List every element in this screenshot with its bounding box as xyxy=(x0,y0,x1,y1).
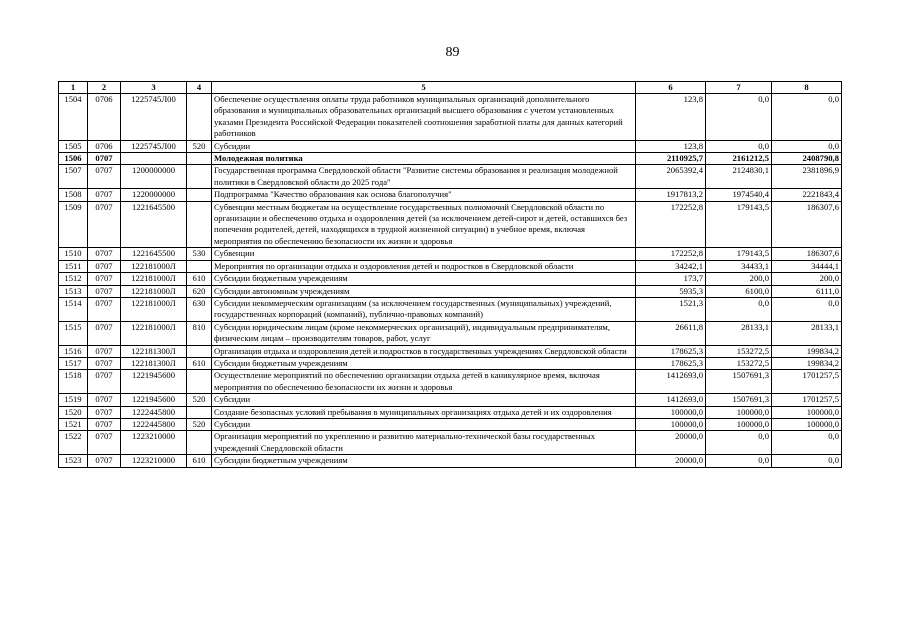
row-number-cell: 1509 xyxy=(59,201,88,248)
section-code-cell: 0707 xyxy=(88,394,121,406)
amount-year3-cell: 200,0 xyxy=(772,273,842,285)
amount-year3-cell: 100000,0 xyxy=(772,406,842,418)
description-cell: Подпрограмма "Качество образования как основа благополучия" xyxy=(212,189,636,201)
amount-year2-cell: 1507691,3 xyxy=(706,370,772,394)
row-number-cell: 1514 xyxy=(59,297,88,321)
description-cell: Субвенции местным бюджетам на осуществление государственных полномочий Свердловской области по организации и обеспечению отдыха и оздоровления детей (за исключением детей-сирот и детей, оставшихся без попечения родителей, детей, находящихся в трудной жизненной ситуации) в учебное время, включая мероприятия по обеспечению безопасности их жизни и здоровья xyxy=(212,201,636,248)
amount-year1-cell: 20000,0 xyxy=(636,455,706,467)
section-code-cell: 0707 xyxy=(88,370,121,394)
amount-year3-cell: 6111,0 xyxy=(772,285,842,297)
row-number-cell: 1522 xyxy=(59,431,88,455)
table-row xyxy=(59,394,842,406)
row-number-cell: 1504 xyxy=(59,94,88,141)
expense-type-cell xyxy=(187,406,212,418)
column-header: 3 xyxy=(121,82,187,94)
expense-type-cell: 610 xyxy=(187,455,212,467)
section-code-cell: 0707 xyxy=(88,189,121,201)
column-header: 2 xyxy=(88,82,121,94)
row-number-cell: 1512 xyxy=(59,273,88,285)
amount-year1-cell: 1521,3 xyxy=(636,297,706,321)
section-code-cell: 0707 xyxy=(88,297,121,321)
description-cell: Субсидии бюджетным учреждениям xyxy=(212,357,636,369)
expense-type-cell: 610 xyxy=(187,357,212,369)
amount-year3-cell: 0,0 xyxy=(772,455,842,467)
section-code-cell: 0707 xyxy=(88,285,121,297)
section-code-cell: 0707 xyxy=(88,406,121,418)
amount-year1-cell: 26611,8 xyxy=(636,321,706,345)
target-article-cell: 122181000Л xyxy=(121,321,187,345)
section-code-cell: 0707 xyxy=(88,431,121,455)
amount-year3-cell: 0,0 xyxy=(772,297,842,321)
expense-type-cell: 520 xyxy=(187,394,212,406)
amount-year3-cell: 199834,2 xyxy=(772,345,842,357)
amount-year2-cell: 34433,1 xyxy=(706,260,772,272)
table-row xyxy=(59,273,842,285)
target-article-cell: 122181000Л xyxy=(121,297,187,321)
table-row xyxy=(59,248,842,260)
amount-year3-cell: 186307,6 xyxy=(772,248,842,260)
description-cell: Субсидии xyxy=(212,418,636,430)
target-article-cell xyxy=(121,153,187,165)
amount-year2-cell: 153272,5 xyxy=(706,357,772,369)
amount-year1-cell: 178625,3 xyxy=(636,345,706,357)
amount-year1-cell: 123,8 xyxy=(636,94,706,141)
table-row xyxy=(59,370,842,394)
description-cell: Осуществление мероприятий по обеспечению организации отдыха детей в каникулярное время, включая мероприятия по обеспечению безопасности их жизни и здоровья xyxy=(212,370,636,394)
table-row xyxy=(59,357,842,369)
amount-year1-cell: 172252,8 xyxy=(636,201,706,248)
amount-year1-cell: 123,8 xyxy=(636,140,706,152)
section-code-cell: 0707 xyxy=(88,418,121,430)
description-cell: Создание безопасных условий пребывания в муниципальных организациях отдыха детей и их оздоровления xyxy=(212,406,636,418)
amount-year3-cell: 34444,1 xyxy=(772,260,842,272)
table-row xyxy=(59,321,842,345)
amount-year3-cell: 0,0 xyxy=(772,94,842,141)
amount-year2-cell: 179143,5 xyxy=(706,248,772,260)
page-number: 89 xyxy=(445,45,460,60)
section-code-cell: 0707 xyxy=(88,345,121,357)
row-number-cell: 1520 xyxy=(59,406,88,418)
table-header-row xyxy=(59,82,842,94)
description-cell: Организация отдыха и оздоровления детей и подростков в государственных учреждениях Свердловской области xyxy=(212,345,636,357)
target-article-cell: 1220000000 xyxy=(121,189,187,201)
amount-year3-cell: 1701257,5 xyxy=(772,394,842,406)
description-cell: Субсидии бюджетным учреждениям xyxy=(212,455,636,467)
row-number-cell: 1519 xyxy=(59,394,88,406)
table-row xyxy=(59,431,842,455)
expense-type-cell: 520 xyxy=(187,140,212,152)
column-header: 7 xyxy=(706,82,772,94)
expense-type-cell xyxy=(187,153,212,165)
expense-type-cell xyxy=(187,94,212,141)
target-article-cell: 1223210000 xyxy=(121,455,187,467)
table-row xyxy=(59,418,842,430)
description-cell: Субсидии некоммерческим организациям (за исключением государственных (муниципальных) учреждений, государственных корпораций (компаний), публично-правовых компаний) xyxy=(212,297,636,321)
amount-year3-cell: 186307,6 xyxy=(772,201,842,248)
row-number-cell: 1505 xyxy=(59,140,88,152)
row-number-cell: 1516 xyxy=(59,345,88,357)
amount-year2-cell: 6100,0 xyxy=(706,285,772,297)
description-cell: Государственная программа Свердловской области "Развитие системы образования и реализация молодежной политики в Свердловской области до 2025 года" xyxy=(212,165,636,189)
amount-year3-cell: 199834,2 xyxy=(772,357,842,369)
section-code-cell: 0707 xyxy=(88,248,121,260)
row-number-cell: 1507 xyxy=(59,165,88,189)
expense-type-cell xyxy=(187,431,212,455)
expense-type-cell: 620 xyxy=(187,285,212,297)
target-article-cell: 1221945600 xyxy=(121,394,187,406)
column-header: 5 xyxy=(212,82,636,94)
section-code-cell: 0707 xyxy=(88,165,121,189)
target-article-cell: 1225745Л00 xyxy=(121,94,187,141)
section-code-cell: 0706 xyxy=(88,140,121,152)
amount-year1-cell: 1917813,2 xyxy=(636,189,706,201)
section-code-cell: 0707 xyxy=(88,357,121,369)
amount-year2-cell: 0,0 xyxy=(706,94,772,141)
amount-year1-cell: 172252,8 xyxy=(636,248,706,260)
amount-year3-cell: 100000,0 xyxy=(772,418,842,430)
amount-year1-cell: 2110925,7 xyxy=(636,153,706,165)
amount-year3-cell: 2221843,4 xyxy=(772,189,842,201)
section-code-cell: 0707 xyxy=(88,273,121,285)
row-number-cell: 1513 xyxy=(59,285,88,297)
table-row xyxy=(59,201,842,248)
amount-year2-cell: 1974540,4 xyxy=(706,189,772,201)
table-row xyxy=(59,285,842,297)
table-row xyxy=(59,345,842,357)
table-row xyxy=(59,153,842,165)
amount-year1-cell: 1412693,0 xyxy=(636,394,706,406)
description-cell: Субсидии автономным учреждениям xyxy=(212,285,636,297)
row-number-cell: 1506 xyxy=(59,153,88,165)
amount-year1-cell: 1412693,0 xyxy=(636,370,706,394)
target-article-cell: 122181300Л xyxy=(121,357,187,369)
amount-year2-cell: 2161212,5 xyxy=(706,153,772,165)
row-number-cell: 1508 xyxy=(59,189,88,201)
target-article-cell: 1221645500 xyxy=(121,201,187,248)
row-number-cell: 1515 xyxy=(59,321,88,345)
target-article-cell: 122181000Л xyxy=(121,285,187,297)
amount-year1-cell: 20000,0 xyxy=(636,431,706,455)
amount-year2-cell: 2124830,1 xyxy=(706,165,772,189)
row-number-cell: 1521 xyxy=(59,418,88,430)
column-header: 8 xyxy=(772,82,842,94)
table-row xyxy=(59,189,842,201)
amount-year3-cell: 1701257,5 xyxy=(772,370,842,394)
target-article-cell: 1225745Л00 xyxy=(121,140,187,152)
expense-type-cell xyxy=(187,370,212,394)
amount-year2-cell: 1507691,3 xyxy=(706,394,772,406)
amount-year1-cell: 173,7 xyxy=(636,273,706,285)
amount-year1-cell: 2065392,4 xyxy=(636,165,706,189)
description-cell: Мероприятия по организации отдыха и оздоровления детей и подростков в Свердловской области xyxy=(212,260,636,272)
row-number-cell: 1523 xyxy=(59,455,88,467)
amount-year1-cell: 100000,0 xyxy=(636,406,706,418)
column-header: 6 xyxy=(636,82,706,94)
target-article-cell: 122181000Л xyxy=(121,273,187,285)
amount-year2-cell: 100000,0 xyxy=(706,406,772,418)
description-cell: Субсидии xyxy=(212,140,636,152)
amount-year1-cell: 5935,3 xyxy=(636,285,706,297)
target-article-cell: 1222445800 xyxy=(121,406,187,418)
amount-year3-cell: 0,0 xyxy=(772,431,842,455)
amount-year3-cell: 2381896,9 xyxy=(772,165,842,189)
expense-type-cell: 630 xyxy=(187,297,212,321)
amount-year1-cell: 100000,0 xyxy=(636,418,706,430)
description-cell: Субсидии юридическим лицам (кроме некоммерческих организаций), индивидуальным предпринимателям, физическим лицам – производителям товаров, работ, услуг xyxy=(212,321,636,345)
amount-year2-cell: 0,0 xyxy=(706,297,772,321)
section-code-cell: 0706 xyxy=(88,94,121,141)
amount-year2-cell: 179143,5 xyxy=(706,201,772,248)
amount-year2-cell: 200,0 xyxy=(706,273,772,285)
expense-type-cell xyxy=(187,189,212,201)
section-code-cell: 0707 xyxy=(88,321,121,345)
amount-year3-cell: 28133,1 xyxy=(772,321,842,345)
expense-type-cell xyxy=(187,260,212,272)
description-cell: Молодежная политика xyxy=(212,153,636,165)
column-header: 1 xyxy=(59,82,88,94)
expense-type-cell xyxy=(187,201,212,248)
table-row xyxy=(59,297,842,321)
table-row xyxy=(59,455,842,467)
table-row xyxy=(59,406,842,418)
amount-year2-cell: 0,0 xyxy=(706,455,772,467)
section-code-cell: 0707 xyxy=(88,455,121,467)
table-row xyxy=(59,140,842,152)
row-number-cell: 1511 xyxy=(59,260,88,272)
target-article-cell: 1222445800 xyxy=(121,418,187,430)
amount-year2-cell: 153272,5 xyxy=(706,345,772,357)
target-article-cell: 1221645500 xyxy=(121,248,187,260)
target-article-cell: 1223210000 xyxy=(121,431,187,455)
amount-year2-cell: 28133,1 xyxy=(706,321,772,345)
table-body xyxy=(59,94,842,468)
expense-type-cell xyxy=(187,345,212,357)
target-article-cell: 122181300Л xyxy=(121,345,187,357)
amount-year2-cell: 100000,0 xyxy=(706,418,772,430)
section-code-cell: 0707 xyxy=(88,260,121,272)
table-row xyxy=(59,94,842,141)
section-code-cell: 0707 xyxy=(88,153,121,165)
amount-year2-cell: 0,0 xyxy=(706,431,772,455)
row-number-cell: 1518 xyxy=(59,370,88,394)
description-cell: Субвенции xyxy=(212,248,636,260)
amount-year2-cell: 0,0 xyxy=(706,140,772,152)
table-row xyxy=(59,260,842,272)
table-row xyxy=(59,165,842,189)
amount-year1-cell: 178625,3 xyxy=(636,357,706,369)
budget-table xyxy=(58,81,842,468)
expense-type-cell: 610 xyxy=(187,273,212,285)
expense-type-cell: 530 xyxy=(187,248,212,260)
expense-type-cell: 520 xyxy=(187,418,212,430)
amount-year3-cell: 2408790,8 xyxy=(772,153,842,165)
section-code-cell: 0707 xyxy=(88,201,121,248)
description-cell: Субсидии xyxy=(212,394,636,406)
amount-year3-cell: 0,0 xyxy=(772,140,842,152)
amount-year1-cell: 34242,1 xyxy=(636,260,706,272)
description-cell: Субсидии бюджетным учреждениям xyxy=(212,273,636,285)
expense-type-cell: 810 xyxy=(187,321,212,345)
description-cell: Организация мероприятий по укреплению и развитию материально-технической базы государственных учреждений Свердловской области xyxy=(212,431,636,455)
target-article-cell: 122181000Л xyxy=(121,260,187,272)
target-article-cell: 1221945600 xyxy=(121,370,187,394)
expense-type-cell xyxy=(187,165,212,189)
column-header: 4 xyxy=(187,82,212,94)
row-number-cell: 1510 xyxy=(59,248,88,260)
row-number-cell: 1517 xyxy=(59,357,88,369)
target-article-cell: 1200000000 xyxy=(121,165,187,189)
description-cell: Обеспечение осуществления оплаты труда работников муниципальных организаций дополнительного образования и муниципальных образовательных организаций высшего образования с учетом установленных указами Президента Российской Федерации показателей соотношения заработной платы для данных категорий работников xyxy=(212,94,636,141)
